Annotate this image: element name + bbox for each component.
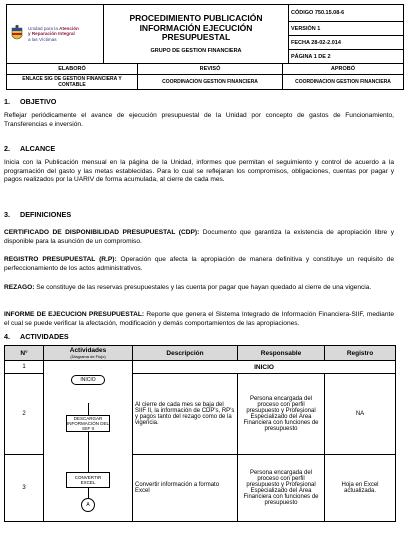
flow-start-node: INICIO	[71, 375, 105, 385]
signature-table	[6, 63, 404, 90]
coat-of-arms-icon	[9, 24, 25, 44]
definition-cdp: CERTIFICADO DE DISPONIBILIDAD PRESUPUESTAL (CDP): Documento que garantiza la existencia de apropiación libre y disponible para la asunción de un compromiso.	[4, 229, 394, 245]
col-record: Registro	[325, 346, 396, 361]
flow-download-node: DESCARGAR INFORMACIÓN DEL SIIF II	[67, 416, 110, 431]
section-definiciones-heading: 3. DEFINICIONES	[4, 210, 72, 219]
row-number: 1	[5, 361, 44, 374]
row-number: 2	[5, 374, 44, 455]
flow-connector	[88, 488, 89, 498]
group-name: GRUPO DE GESTION FINANCIERA	[150, 48, 242, 55]
elaboro-value: ENLACE SIG DE GESTION FINANCIERA Y CONTABLE	[7, 75, 138, 90]
flow-connector-a: A	[81, 498, 95, 512]
page-number: PÁGINA 1 DE 2	[289, 50, 404, 64]
section-actividades-heading: 4. ACTIVIDADES	[4, 332, 69, 341]
logo-cell	[7, 5, 104, 64]
definition-informe: INFORME DE EJECUCION PRESUPUESTAL: Reporte que genera el Sistema Integrado de Información Financiera-SIIF, mediante el cual se puede verificar la afectación, modificación y demás comportamientos de las apropiaciones.	[4, 311, 394, 327]
elaboro-label: ELABORÓ	[7, 64, 138, 75]
col-responsible: Responsable	[238, 346, 325, 361]
definition-rezago: REZAGO: Se constituye de las reservas presupuestales y las cuenta por pagar que hayan quedado al cierre de una vigencia.	[4, 284, 372, 291]
row-record: Hoja en Excel actualizada.	[325, 455, 396, 522]
reviso-label: REVISÓ	[138, 64, 283, 75]
document-version: VERSIÓN 1	[289, 22, 404, 36]
flow-connector	[88, 432, 89, 472]
title-cell	[104, 5, 289, 64]
aprobo-label: APROBÓ	[283, 64, 404, 75]
col-number: N°	[5, 346, 44, 361]
section-objetivo-text: Reflejar periódicamente el avance de ejecución presupuestal de la Unidad por concepto de gastos de Funcionamiento, Transferencias e inversión.	[4, 112, 394, 128]
document-date: FECHA 28-02-2.014	[289, 36, 404, 50]
document-title: PROCEDIMIENTO PUBLICACIÓN INFORMACIÓN EJECUCIÓN PRESUPUESTAL	[129, 12, 263, 43]
definition-rp: REGISTRO PRESUPUESTAL (R.P): Operación que afecta la apropiación de manera definitiva y constituye un requisito de perfeccionamiento de los actos administrativos.	[4, 256, 395, 272]
section-objetivo-heading: 1. OBJETIVO	[4, 97, 57, 106]
row-responsible: Persona encargada del proceso con perfil presupuesto y Profesional Especializado del Área Financiera con funciones de presupuesto	[238, 374, 325, 455]
activities-header-row	[5, 346, 396, 361]
aprobo-value: COORDINACION GESTION FINANCIERA	[283, 75, 404, 90]
unit-logo	[9, 24, 101, 44]
flow-connector	[88, 403, 89, 415]
row-inicio-label: INICIO	[133, 361, 396, 374]
document-page	[6, 4, 404, 90]
row-description: Al cierre de cada mes se baja del SIIF II, la información de CDP's, RP's y pagos tanto del rezago como de la vigencia.	[133, 374, 238, 455]
row-responsible: Persona encargada del proceso con perfil presupuesto y Profesional Especializado del Área Financiera con funciones de presupuesto	[238, 455, 325, 522]
row-record: NA	[325, 374, 396, 455]
section-alcance-heading: 2. ALCANCE	[4, 144, 56, 153]
col-activities: Actividades (Diagrama de Flujo)	[44, 346, 133, 361]
document-code: CÓDIGO 750.15.08-6	[289, 5, 404, 22]
table-row	[5, 361, 396, 374]
section-alcance-text: Inicia con la Publicación mensual en la página de la Unidad, informes que permitan el seguimiento y control de acuerdo a la programación del gasto y las metas establecidas. Para lo cual se reflejaran los compromisos, obligaciones, cuentas por pagar y pagos realizados por la UARIV de forma acumulada, al cierre de cada mes.	[4, 159, 394, 183]
reviso-value: COORDINACION GESTION FINANCIERA	[138, 75, 283, 90]
row-description: Convertir información a formato Excel	[133, 455, 238, 522]
flowchart-cell	[44, 361, 133, 522]
col-description: Descripción	[133, 346, 238, 361]
header-table	[6, 4, 404, 64]
activities-table	[4, 345, 396, 522]
logo-text: Unidad para la Atención y Reparación Integral a las Víctimas	[28, 26, 79, 42]
flow-convert-node: CONVERTIR EXCEL	[66, 472, 110, 488]
row-number: 3	[5, 455, 44, 522]
